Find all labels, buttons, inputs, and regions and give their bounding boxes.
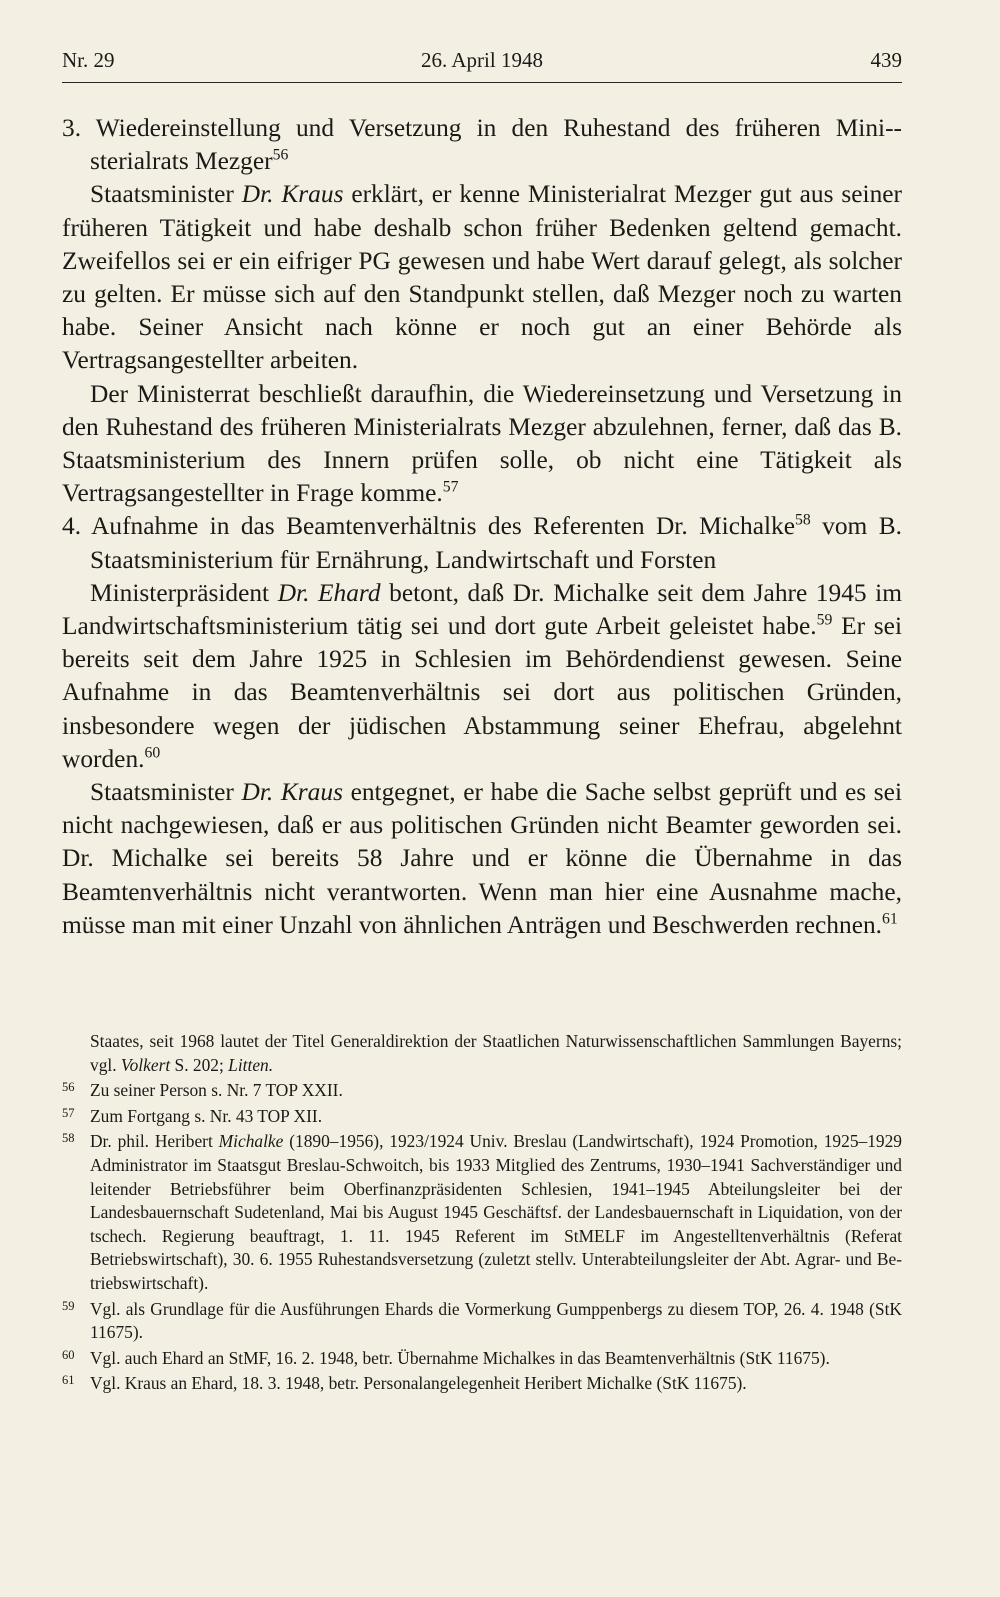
- footnote-text: S. 202;: [170, 1054, 229, 1075]
- footnote-57: [62, 1105, 902, 1129]
- paragraph-text-a: betont, daß Dr. Michalke seit dem Jahre 1945 im Landwirtschaftsministerium tätig sei und dort gute Arbeit geleistet habe.: [62, 578, 902, 641]
- paragraph-lead: Staatsminister: [90, 180, 242, 209]
- paragraph-lead: Staatsminister: [90, 778, 242, 807]
- footnote-text: Vgl. auch Ehard an StMF, 16. 2. 1948, betr. Übernahme Michalkes in das Beamtenverhältnis (StK 11675).: [90, 1347, 830, 1368]
- paragraph-text: entgegnet, er habe die Sache selbst geprüft und es sei nicht nachgewiesen, daß er aus politischen Gründen nicht Beamter geworden sei. Dr. Michalke sei bereits 58 Jahre und er könne die Übernahme in das Beamtenverhältnis nicht verantworten. Wenn man hier eine Ausnahme mache, müsse man mit einer Unzahl von ähnlichen Anträgen und Beschwerden rechnen.: [62, 778, 903, 939]
- footnotes: [62, 1030, 902, 1398]
- header-date: 26. April 1948: [421, 48, 543, 72]
- page-number: 439: [870, 48, 902, 72]
- footnote-56: [62, 1079, 902, 1103]
- speaker-name: Kraus: [281, 180, 344, 209]
- agenda-item-3-title: 3. Wiedereinstellung und Versetzung in den Ruhestand des früheren Mini-sterialrats Mezger: [62, 114, 902, 176]
- footnote-italic: Michalke: [218, 1131, 284, 1152]
- header-rule: [62, 82, 902, 83]
- speaker-name: Kraus: [280, 778, 343, 807]
- footnote-61: [62, 1372, 902, 1396]
- agenda-item-4-title-a: 4. Aufnahme in das Beamtenverhältnis des Referenten Dr. Michalke: [62, 512, 795, 541]
- paragraph-text-b: Er sei bereits seit dem Jahre 1925 in Schlesien im Behördendienst gewesen. Seine Aufnahme in das Beamtenverhältnis sei dort aus politischen Gründen, insbesondere wegen der jüdischen Abstammung seiner Ehefrau, abgelehnt worden.: [62, 612, 902, 773]
- footnote-number: 60: [62, 1347, 75, 1362]
- footnote-ref-58: 58: [795, 511, 811, 529]
- main-text: [62, 112, 902, 942]
- footnote-number: 57: [62, 1105, 75, 1120]
- footnote-text: Staates, seit 1968 lautet der Titel Generaldirektion der Staatlichen Naturwissenschaftlichen Sammlungen Bayerns; vgl.: [90, 1031, 902, 1075]
- speaker-prefix: Dr.: [241, 778, 274, 807]
- speaker-name: Ehard: [318, 578, 381, 607]
- paragraph-ehard: [62, 577, 902, 776]
- footnote-ref-57: 57: [442, 478, 459, 496]
- agenda-item-3: [62, 112, 902, 178]
- footnote-ref-61: 61: [882, 910, 898, 928]
- footnote-continuation: [90, 1030, 902, 1077]
- paragraph-kraus-2: [62, 776, 902, 942]
- footnote-text: Vgl. Kraus an Ehard, 18. 3. 1948, betr. Personalangelegenheit Heribert Michalke (StK 11675).: [90, 1373, 747, 1394]
- issue-number: Nr. 29: [62, 48, 115, 72]
- footnote-number: 59: [62, 1298, 75, 1313]
- paragraph-text: Der Ministerrat beschließt daraufhin, die Wiedereinsetzung und Versetzung in den Ruhestand des früheren Ministerialrats Mezger abzulehnen, ferner, daß das B. Staatsministerium des Innern prüfen solle, ob nicht eine Tätigkeit als Vertragsangestellter in Frage komme.: [62, 379, 902, 508]
- footnote-italic: Volkert: [120, 1054, 171, 1075]
- footnote-italic: Litten.: [228, 1054, 274, 1075]
- footnote-text: Dr. phil. Heribert: [90, 1131, 219, 1152]
- footnote-text: Zum Fortgang s. Nr. 43 TOP XII.: [90, 1105, 323, 1126]
- footnote-58: [62, 1130, 902, 1295]
- footnote-ref-56: 56: [272, 146, 289, 164]
- footnote-59: [62, 1298, 902, 1345]
- footnote-number: 56: [62, 1080, 75, 1095]
- speaker-prefix: Dr.: [277, 578, 310, 607]
- footnote-text: Vgl. als Grundlage für die Ausführungen Ehards die Vormerkung Gumppenbergs zu diesem TOP, 26. 4. 1948 (StK 11675).: [90, 1298, 902, 1343]
- footnote-number: 61: [62, 1373, 75, 1388]
- agenda-item-4-title-b: vom B. Staatsministerium für Ernährung, Landwirtschaft und Forsten: [90, 512, 903, 574]
- footnote-text: Zu seiner Person s. Nr. 7 TOP XXII.: [90, 1080, 343, 1101]
- paragraph-text: erklärt, er kenne Ministerialrat Mezger gut aus seiner früheren Tätigkeit und habe deshalb schon früher Bedenken geltend gemacht. Zweifellos sei er ein eifriger PG gewesen und habe Wert darauf gelegt, als solcher zu gelten. Er müsse sich auf den Standpunkt stellen, daß Mezger noch zu warten habe. Seiner Ansicht nach könne er noch gut an einer Behörde als Vertragsangestellter arbeiten.: [62, 180, 902, 375]
- paragraph-lead: Ministerpräsident: [90, 578, 278, 607]
- speaker-prefix: Dr.: [241, 180, 274, 209]
- paragraph-decision: [62, 378, 902, 511]
- footnote-ref-59: 59: [816, 611, 833, 629]
- footnote-number: 58: [62, 1131, 75, 1146]
- paragraph-kraus-1: [62, 178, 902, 377]
- footnote-ref-60: 60: [144, 744, 161, 762]
- running-head: [62, 46, 902, 78]
- agenda-item-4: [62, 510, 902, 576]
- footnote-60: [62, 1347, 902, 1371]
- footnote-text: (1890–1956), 1923/1924 Univ. Breslau (Landwirtschaft), 1924 Promotion, 1925–1929 Administrator im Staatsgut Breslau-Schwoitch, bis 1933 Mitglied des Zentrums, 1930–1941 Sachverständiger und leitender Betriebsführer beim Oberfinanzpräsidenten Schlesien, 1941–1945 Abteilungsleiter bei der Landesbauernschaft Sudetenland, Mai bis August 1945 Geschäftsf. der Landesbauernschaft in Liquidation, von der tschech. Regierung beauftragt, 1. 11. 1945 Referent im StMELF im Angestelltenverhältnis (Referat Betriebswirtschaft), 30. 6. 1955 Ruhestandsversetzung (zuletzt stellv. Unterabteilungsleiter der Abt. Agrar- und Betriebswirtschaft).: [90, 1131, 902, 1293]
